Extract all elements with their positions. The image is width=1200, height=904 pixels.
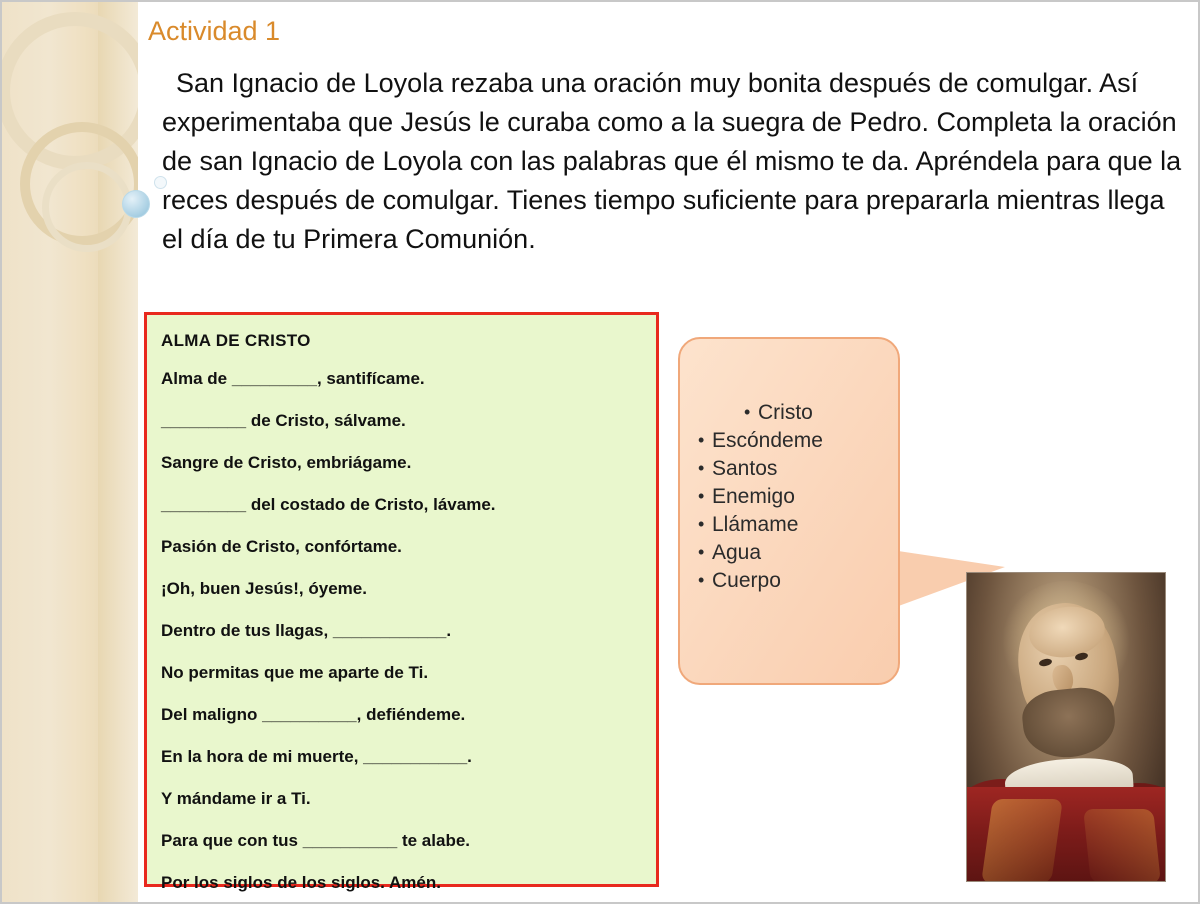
prayer-line: _________ de Cristo, sálvame.: [161, 411, 406, 430]
callout-body: [678, 337, 900, 685]
circle-decoration-icon: [42, 162, 132, 252]
prayer-line: Por los siglos de los siglos. Amén.: [161, 873, 441, 892]
portrait-robe-fold: [981, 799, 1063, 882]
prayer-line: Sangre de Cristo, embriágame.: [161, 453, 412, 472]
prayer-title: ALMA DE CRISTO: [161, 331, 311, 350]
prayer-line: Alma de _________, santifícame.: [161, 369, 425, 388]
prayer-box: [144, 312, 659, 892]
word-item: • Agua: [698, 539, 898, 567]
prayer-line: Dentro de tus llagas, ____________.: [161, 621, 452, 640]
decorative-left-band: [2, 2, 138, 904]
page-title: Actividad 1: [148, 16, 281, 46]
word-item: • Santos: [698, 455, 898, 483]
prayer-line: No permitas que me aparte de Ti.: [161, 663, 429, 682]
prayer-line: _________ del costado de Cristo, lávame.: [161, 495, 496, 514]
prayer-line: ¡Oh, buen Jesús!, óyeme.: [161, 579, 367, 598]
prayer-line: Y mándame ir a Ti.: [161, 789, 311, 808]
word-list: [680, 399, 898, 595]
prayer-line: Del maligno __________, defiéndeme.: [161, 705, 466, 724]
prayer-line: Pasión de Cristo, confórtame.: [161, 537, 402, 556]
word-item: • Llámame: [698, 511, 898, 539]
word-item: • Enemigo: [698, 483, 898, 511]
activity-intro-text: San Ignacio de Loyola rezaba una oración muy bonita después de comulgar. Así experimentaba que Jesús le curaba como a la suegra de Pedro. Completa la oración de san Ignacio de Loyola con las palabras que él mismo te da. Apréndela para que la reces después de comulgar. Tienes tiempo suficiente para prepararla mientras llega el día de tu Primera Comunión.: [162, 68, 1182, 254]
word-item: • Escóndeme: [698, 427, 898, 455]
word-item: • Cuerpo: [698, 567, 898, 595]
prayer-line: En la hora de mi muerte, ___________.: [161, 747, 472, 766]
saint-ignatius-portrait: [966, 572, 1166, 882]
word-item: • Cristo: [698, 399, 898, 427]
prayer-line: Para que con tus __________ te alabe.: [161, 831, 471, 850]
slide-content: [138, 2, 1200, 902]
portrait-robe-fold-secondary: [1083, 809, 1161, 882]
